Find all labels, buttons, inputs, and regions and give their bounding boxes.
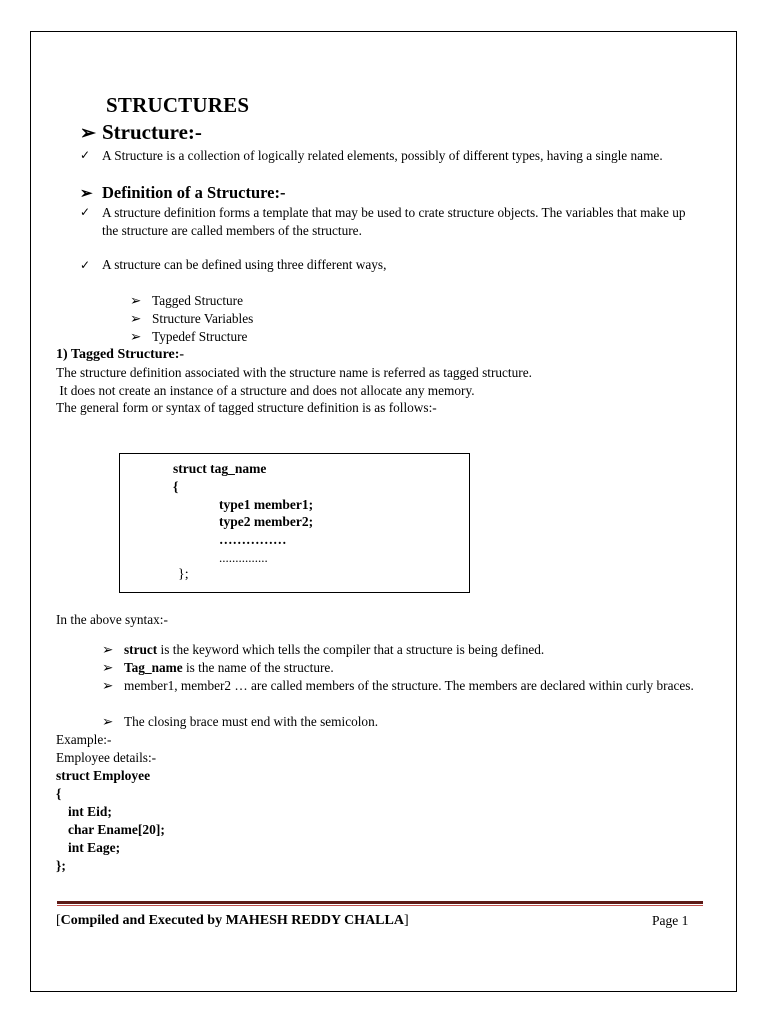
tagged-paragraph-3: The general form or syntax of tagged structure definition is as follows:- (56, 400, 437, 415)
arrow-bullet-icon: ➢ (102, 642, 114, 657)
tagged-paragraph-1: The structure definition associated with the structure name is referred as tagged structure. (56, 365, 532, 380)
tagged-paragraph-2: It does not create an instance of a structure and does not allocate any memory. (56, 383, 475, 398)
footer-bracket-close: ] (403, 913, 409, 928)
syntax-line: type2 member2; (219, 514, 314, 529)
page-title: STRUCTURES (106, 93, 250, 117)
template-text: A structure definition forms a template that may be used to crate structure objects. The variables that make up the structure are called members of the structure. (102, 205, 686, 238)
explain-item (102, 677, 702, 695)
arrow-bullet-icon: ➢ (80, 123, 96, 144)
footer-rule (57, 901, 703, 904)
example-label: Example:- (56, 732, 112, 747)
three-ways-text: A structure can be defined using three different ways, (102, 257, 387, 272)
syntax-line: { (173, 479, 179, 494)
explain-text: is the name of the structure. (182, 660, 334, 675)
ways-list-item (130, 292, 243, 310)
syntax-line: …………… (219, 532, 287, 547)
arrow-bullet-icon: ➢ (102, 660, 114, 675)
explain-item (102, 641, 544, 659)
heading-definition-text: Definition of a Structure:- (102, 183, 286, 202)
explain-item (102, 659, 334, 677)
arrow-bullet-icon: ➢ (102, 678, 114, 693)
ways-list-item (130, 328, 247, 346)
arrow-bullet-icon: ➢ (130, 329, 142, 344)
example-sub: Employee details:- (56, 750, 157, 765)
way-tagged: Tagged Structure (152, 293, 244, 308)
explain-text: is the keyword which tells the compiler that a structure is being defined. (157, 642, 545, 657)
syntax-intro: In the above syntax:- (56, 612, 168, 627)
way-typedef: Typedef Structure (152, 329, 248, 344)
explain-item (102, 713, 378, 731)
syntax-line: struct tag_name (173, 461, 267, 476)
three-ways-bullet (80, 256, 386, 275)
explain-text: member1, member2 … are called members of the structure. The members are declared within curly braces. (124, 678, 694, 693)
arrow-bullet-icon: ➢ (130, 311, 142, 326)
example-code-line: char Ename[20]; (68, 822, 165, 837)
example-code-line: struct Employee (56, 768, 151, 783)
keyword-tag-name: Tag_name (124, 660, 183, 675)
syntax-line: ............... (219, 550, 268, 565)
checkmark-icon: ✓ (80, 148, 91, 162)
checkmark-icon: ✓ (80, 258, 91, 272)
keyword-struct: struct (124, 642, 158, 657)
explain-text: The closing brace must end with the semicolon. (124, 714, 379, 729)
heading-tagged-structure: 1) Tagged Structure:- (56, 347, 185, 362)
example-code-line: }; (56, 858, 66, 873)
way-variables: Structure Variables (152, 311, 254, 326)
heading-structure (80, 120, 202, 145)
ways-list-item (130, 310, 253, 328)
structure-definition-text: A Structure is a collection of logically related elements, possibly of different types, having a single name. (102, 148, 663, 163)
footer-bracket-open: [ (56, 913, 61, 928)
footer-credit (56, 913, 409, 929)
arrow-bullet-icon: ➢ (102, 714, 114, 729)
syntax-line: type1 member1; (219, 497, 314, 512)
heading-definition (80, 183, 285, 203)
page-number: Page 1 (652, 913, 689, 928)
footer-credit-text: Compiled and Executed by MAHESH REDDY CHALLA (60, 913, 404, 928)
template-bullet (80, 204, 700, 239)
arrow-bullet-icon: ➢ (130, 293, 142, 308)
example-code-line: int Eid; (68, 804, 112, 819)
arrow-bullet-icon: ➢ (80, 186, 93, 202)
syntax-line: }; (178, 567, 189, 582)
structure-definition-bullet (80, 147, 700, 165)
example-code-line: { (56, 786, 62, 801)
checkmark-icon: ✓ (80, 205, 91, 219)
example-code-line: int Eage; (68, 840, 121, 855)
footer-rule-thin (57, 905, 703, 906)
heading-structure-text: Structure:- (102, 120, 202, 144)
